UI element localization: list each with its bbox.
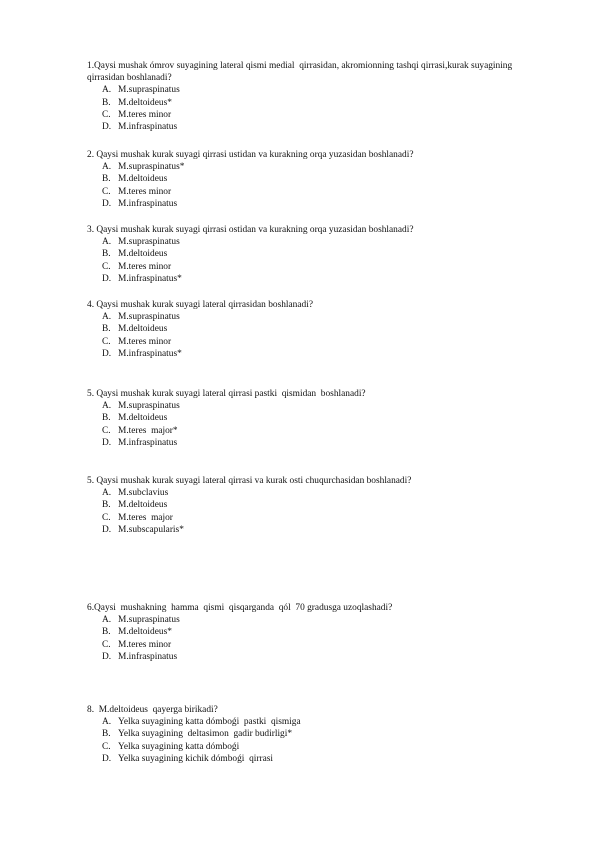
option-a [87,161,549,173]
option-letter: A. [102,85,112,96]
option-a [87,400,549,412]
option-letter: A. [102,717,112,728]
option-text: M.supraspinatus [118,401,180,412]
option-text: M.infraspinatus* [118,348,182,359]
question-4 [87,299,549,360]
options-list [87,716,549,765]
question-text: 2. Qaysi mushak kurak suyagi qirrasi ustidan va kurakning orqa yuzasidan boshlanadi? [87,150,414,160]
option-text: M.supraspinatus [118,237,180,248]
options-list [87,161,549,210]
question-text: 6.Qaysi mushakning hamma qismi qisqarganda qól 70 gradusga uzoqlashadi? [87,603,393,613]
question-text: 8. M.deltoideus qayerga birikadi? [87,705,218,715]
option-text: M.infraspinatus* [118,273,182,284]
option-letter: D. [102,753,112,764]
option-text: M.deltoideus [118,324,168,335]
option-text: M.teres minor [118,639,172,650]
option-text: M.teres minor [118,186,172,197]
question-2 [87,149,549,210]
option-letter: B. [102,500,111,511]
option-text: M.infraspinatus [118,651,178,662]
option-letter: D. [102,198,112,209]
option-text: M.deltoideus [118,413,168,424]
option-letter: D. [102,122,112,133]
option-a [87,614,549,626]
option-text: M.subclavius [118,488,169,499]
question-text: 4. Qaysi mushak kurak suyagi lateral qirrasidan boshlanadi? [87,300,313,310]
option-c [87,425,549,437]
option-text: M.infraspinatus [118,122,178,133]
question-7 [87,602,549,663]
option-letter: B. [102,413,111,424]
option-text: M.teres minor [118,336,172,347]
option-text: M.teres major [118,512,173,523]
options-list [87,487,549,536]
option-b [87,626,549,638]
option-letter: C. [102,109,111,120]
question-text: 5. Qaysi mushak kurak suyagi lateral qirrasi va kurak osti chuqurchasidan boshlanadi? [87,476,412,486]
option-letter: C. [102,425,111,436]
option-letter: B. [102,249,111,260]
option-c [87,741,549,753]
option-c [87,336,549,348]
option-text: M.infraspinatus [118,437,178,448]
question-8 [87,704,549,765]
option-text: M.supraspinatus* [118,162,185,173]
option-b [87,323,549,335]
question-5 [87,388,549,449]
options-list [87,614,549,663]
option-letter: A. [102,615,112,626]
option-letter: B. [102,174,111,185]
option-text: M.deltoideus* [118,627,172,638]
option-d [87,348,549,360]
option-text: Yelka suyagining katta dómboǵi pastki qismiga [118,717,301,728]
option-letter: C. [102,639,111,650]
option-d [87,651,549,663]
question-6 [87,475,549,536]
option-d [87,121,549,133]
question-text: 1.Qaysi mushak ómrov suyagining lateral qismi medial qirrasidan, akromionning tashqi qirrasi,kurak suyagining qirrasidan boshlanadi? [87,61,515,84]
option-a [87,716,549,728]
option-letter: A. [102,401,112,412]
option-text: M.teres major* [118,425,178,436]
option-letter: D. [102,348,112,359]
option-text: Yelka suyagining katta dómboǵi [118,741,240,752]
option-letter: C. [102,186,111,197]
options-list [87,84,549,133]
options-list [87,311,549,360]
option-d [87,273,549,285]
option-text: Yelka suyagining deltasimon gadir budirligi* [118,729,293,740]
option-b [87,248,549,260]
option-text: M.infraspinatus [118,198,178,209]
option-b [87,412,549,424]
option-letter: D. [102,524,112,535]
option-c [87,109,549,121]
option-letter: B. [102,627,111,638]
option-letter: D. [102,437,112,448]
option-letter: B. [102,729,111,740]
option-text: M.deltoideus [118,249,168,260]
option-c [87,512,549,524]
question-3 [87,224,549,285]
option-letter: C. [102,741,111,752]
option-a [87,84,549,96]
option-a [87,311,549,323]
option-text: M.deltoideus* [118,97,172,108]
option-c [87,186,549,198]
option-d [87,753,549,765]
option-text: M.subscapularis* [118,524,184,535]
option-letter: D. [102,651,112,662]
option-text: M.teres minor [118,109,172,120]
option-b [87,499,549,511]
option-d [87,198,549,210]
option-b [87,728,549,740]
option-d [87,437,549,449]
option-letter: B. [102,97,111,108]
option-d [87,524,549,536]
option-text: M.supraspinatus [118,85,180,96]
option-letter: C. [102,336,111,347]
option-b [87,173,549,185]
option-text: M.teres minor [118,261,172,272]
option-text: M.supraspinatus [118,312,180,323]
options-list [87,236,549,285]
option-letter: A. [102,312,112,323]
options-list [87,400,549,449]
option-letter: C. [102,512,111,523]
option-letter: C. [102,261,111,272]
option-letter: A. [102,162,112,173]
option-text: M.deltoideus [118,174,168,185]
option-text: Yelka suyagining kichik dómboǵi qirrasi [118,753,274,764]
option-letter: A. [102,488,112,499]
option-b [87,97,549,109]
option-letter: A. [102,237,112,248]
question-text: 3. Qaysi mushak kurak suyagi qirrasi ostidan va kurakning orqa yuzasidan boshlanadi? [87,225,414,235]
option-a [87,487,549,499]
option-text: M.supraspinatus [118,615,180,626]
question-1 [87,60,549,133]
question-text: 5. Qaysi mushak kurak suyagi lateral qirrasi pastki qismidan boshlanadi? [87,389,366,399]
option-letter: B. [102,324,111,335]
option-letter: D. [102,273,112,284]
option-c [87,261,549,273]
option-text: M.deltoideus [118,500,168,511]
option-a [87,236,549,248]
option-c [87,639,549,651]
